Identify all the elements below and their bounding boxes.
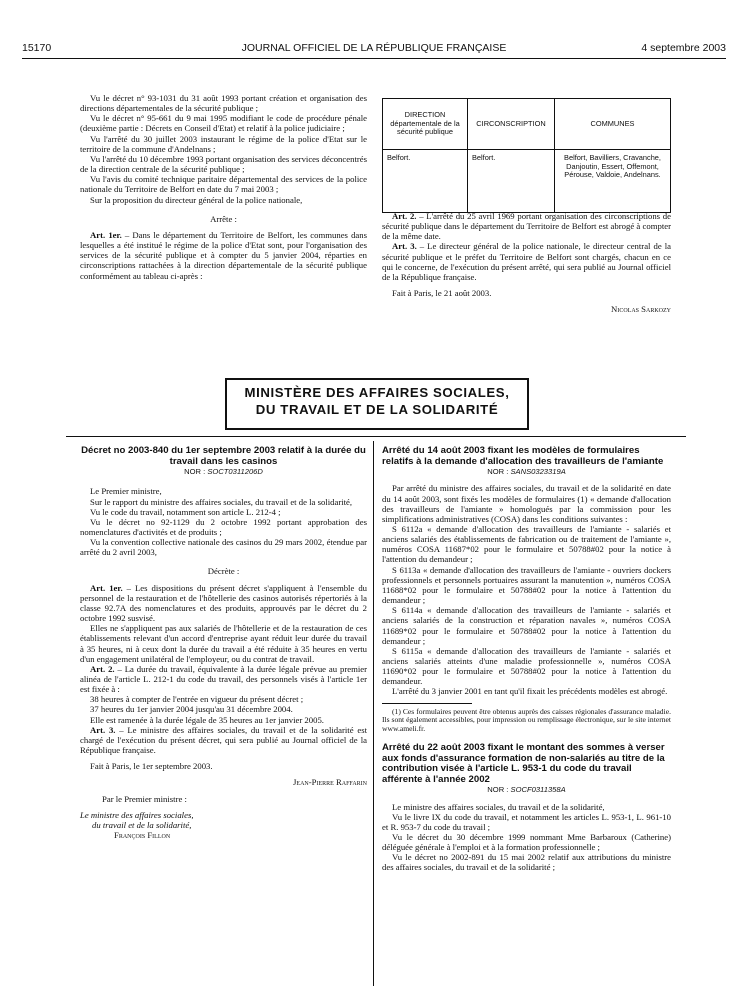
visa-paragraph: Le Premier ministre, [90,486,162,497]
article-text: – L'arrêté du 25 avril 1969 portant organisation des circonscriptions de sécurité publique dans le département du Territoire de Belfort est abrogé à compter de la même date. [382,211,671,242]
minister-signature: François Fillon [114,830,171,841]
arretes-column [382,446,671,873]
article-3-paragraph [382,241,671,282]
decrete-label: Décrète : [207,566,240,577]
by-prime-minister: Par le Premier ministre : [102,793,187,804]
running-header [22,42,726,58]
nor-reference [382,467,671,477]
body-paragraph: Par arrêté du ministre des affaires sociales, du travail et de la solidarité en date du 14 août 2003, sont fixés les modèles de formulaires (1) « demande d'allocation des travailleurs de l'amiante » homologués par la commission pour les simplifications administratives (COSA) dans les conditions suivantes : [382,483,671,524]
visa-paragraph: Vu le décret no 2002-891 du 15 mai 2002 relatif aux attributions du ministre des affaires sociales, du travail et de la solidarité ; [382,852,671,873]
nor-code: SOCF0311358A [510,785,566,795]
article-1-paragraph [80,583,367,624]
decret-column [80,446,367,840]
article-2-paragraph [382,211,671,241]
nor-reference [80,467,367,477]
arrete-1-title: Arrêté du 14 août 2003 fixant les modèles de formulaires relatifs à la demande d'allocation des travailleurs de l'amiante [382,445,664,467]
footnote-rule [382,703,472,704]
body-paragraph: S 6113a « demande d'allocation des travailleurs de l'amiante - ouvriers dockers professionnels et personnels portuaires assurant la manutention », numéros COSA 11688*02 pour le formulaire et 50788#02 pour la notice à l'attention du demandeur ; [382,564,671,606]
list-item: 38 heures à compter de l'entrée en vigueur du présent décret ; [90,694,304,705]
body-paragraph: S 6115a « demande d'allocation des travailleurs de l'amiante - salariés et anciens salariés atteints d'une maladie professionnelle », numéros COSA 11690*02 pour le formulaire et 50788#02 pour la notice à l'attention du demandeur. [382,645,671,687]
visa-paragraph: Vu le livre IX du code du travail, et notamment les articles L. 953-1, L. 961-10 et R. 953-7 du code du travail ; [382,811,671,832]
table-header-cell: CIRCONSCRIPTION [468,99,555,150]
signature: Jean-Pierre Raffarin [293,777,367,788]
minister-title: du travail et de la solidarité, [92,819,192,830]
article-1-paragraph [80,230,367,281]
prev-decree-right-column [382,211,671,314]
article-text: – Le ministre des affaires sociales, du travail et de la solidarité est chargé de l'exécution du présent décret, qui sera publié au Journal officiel de la République française. [80,724,367,756]
visa-paragraph: Vu l'arrêté du 10 décembre 1993 portant organisation des services déconcentrés de la direction centrale de la sécurité publique ; [80,153,367,175]
done-at-paris: Fait à Paris, le 21 août 2003. [392,288,492,299]
visa-paragraph: Sur le rapport du ministre des affaires sociales, du travail et de la solidarité, [90,496,353,507]
arrete-2-title: Arrêté du 22 août 2003 fixant le montant des sommes à verser aux fonds d'assurance formation de non-salariés au titre de la contribution visée à l'article L. 953-1 du code du travail afférente à l'année 2002 [382,742,665,785]
table-header-cell: COMMUNES [555,99,671,150]
table-row [383,150,671,213]
page-number: 15170 [22,42,52,54]
visa-paragraph: Vu l'arrêté du 30 juillet 2003 instaurant le régime de la police d'Etat sur le territoire de la commune d'Andelnans ; [80,133,367,154]
article-text: – Dans le département du Territoire de Belfort, les communes dans lesquelles a été institué le régime de la police d'Etat sont, pour l'organisation des services de la sécurité publique et à compter du 5 janvier 2004, réparties en circonscriptions rattachées à la direction départementale de la sécurité publique conformément au tableau ci-après : [80,229,367,281]
footnote: (1) Ces formulaires peuvent être obtenus auprès des caisses régionales d'assurance maladie. Ils sont également accessibles, pour impression ou remplissage électronique, sur le site internet www.ameli.fr. [382,706,671,734]
article-label: Art. 1er. [90,582,123,593]
signature: Nicolas Sarkozy [611,304,671,315]
article-paragraph: Elles ne s'appliquent pas aux salariés de l'hôtellerie et de la restauration de ces établissements relevant d'un accord d'entreprise ayant réduit leur durée du travail à 35 heures, ni à ceux dont la durée du travail a été réduite à 35 heures en vertu d'un engagement unilatéral de l'employeur, ou du contrat de travail. [80,623,367,664]
article-text: – Les dispositions du présent décret s'appliquent à l'ensemble du personnel de la restauration et de l'hôtellerie des casinos autorisés répertoriés à la classe 92.7A des nomenclatures et des produits, approuvés par le décret du 2 octobre 1992 susvisé. [80,582,368,624]
list-item: 37 heures du 1er janvier 2004 jusqu'au 31 décembre 2004. [90,704,293,715]
table-header-cell: DIRECTION départementale de la sécurité publique [383,99,468,150]
prev-decree-left-column [80,93,367,281]
table-cell: Belfort. [383,150,468,213]
minister-title: Le ministre des affaires sociales, [80,809,194,820]
visa-paragraph: Vu le décret du 30 décembre 1999 nommant Mme Barbaroux (Catherine) déléguée générale à l'emploi et à la formation professionnelle ; [382,832,671,853]
ministry-line: MINISTÈRE DES AFFAIRES SOCIALES, [244,385,510,400]
visa-paragraph: Le ministre des affaires sociales, du travail et de la solidarité, [392,801,605,812]
body-paragraph: S 6112a « demande d'allocation des travailleurs de l'amiante - salariés et anciens salariés des établissements de fabrication ou de traitement de l'amiante », numéros COSA 11687*02 pour le formulaire et 50788#02 pour la notice à l'attention du demandeur ; [382,523,671,565]
done-at-paris: Fait à Paris, le 1er septembre 2003. [90,761,213,772]
column-divider [373,441,374,986]
article-2-paragraph [80,664,367,694]
article-label: Art. 3. [90,724,116,735]
body-paragraph: L'arrêté du 3 janvier 2001 en tant qu'il fixait les précédents modèles est abrogé. [392,686,668,697]
nor-label: NOR : [487,467,511,477]
section-rule [66,436,686,437]
arrete-label: Arrête : [210,213,237,224]
nor-label: NOR : [487,785,511,795]
ministry-line: DU TRAVAIL ET DE LA SOLIDARITÉ [255,402,499,417]
table-cell: Belfort. [468,150,555,213]
article-label: Art. 3. [392,241,417,252]
article-text: – Le directeur général de la police nationale, le directeur central de la sécurité publique et le préfet du Territoire de Belfort sont chargés, chacun en ce qui le concerne, de l'exécution du présent arrêté, qui sera publié au Journal officiel de la République française. [382,241,671,282]
circonscription-table [382,98,671,213]
journal-title: JOURNAL OFFICIEL DE LA RÉPUBLIQUE FRANÇAISE [241,42,507,54]
table-cell: Belfort, Bavilliers, Cravanche, Danjoutin, Essert, Offemont, Pérouse, Valdoie, Andelnans. [555,150,671,213]
visa-paragraph: Vu le décret n° 95-661 du 9 mai 1995 modifiant le code de procédure pénale (deuxième partie : Décrets en Conseil d'Etat) et relatif à la police judiciaire ; [80,113,367,134]
visa-paragraph: Vu le décret no 92-1129 du 2 octobre 1992 portant approbation des nomenclatures d'activités et de produits ; [80,516,367,537]
visa-paragraph: Sur la proposition du directeur général de la police nationale, [90,194,303,205]
list-item: Elle est ramenée à la durée légale de 35 heures au 1er janvier 2005. [90,714,324,725]
header-rule [22,58,726,59]
nor-reference [382,785,671,795]
decret-title: Décret no 2003-840 du 1er septembre 2003 relatif à la durée du travail dans les casinos [81,445,366,467]
article-label: Art. 2. [392,211,417,221]
nor-code: SANS0323319A [510,467,566,477]
article-3-paragraph [80,725,367,755]
ministry-banner [225,378,529,430]
body-paragraph: S 6114a « demande d'allocation des travailleurs de l'amiante - salariés et anciens salariés de la construction et réparation navales », numéros COSA 11689*02 pour le formulaire et 50788#02 pour la notice à l'attention du demandeur ; [382,605,671,646]
visa-paragraph: Vu le décret n° 93-1031 du 31 août 1993 portant création et organisation des directions départementales de la sécurité publique ; [80,93,367,114]
nor-label: NOR : [184,467,208,477]
visa-paragraph: Vu l'avis du comité technique paritaire départemental des services de la police nationale du Territoire de Belfort en date du 7 mai 2003 ; [80,174,367,195]
issue-date: 4 septembre 2003 [641,42,726,54]
visa-paragraph: Vu le code du travail, notamment son article L. 212-4 ; [90,506,281,517]
article-label: Art. 1er. [90,229,122,240]
article-label: Art. 2. [90,663,115,674]
table-header-row [383,99,671,150]
article-text: – La durée du travail, équivalente à la durée légale prévue au premier alinéa de l'article L. 212-1 du code du travail, des personnels visés à l'article 1er est fixée à : [80,663,367,695]
visa-paragraph: Vu la convention collective nationale des casinos du 29 mars 2002, étendue par arrêté du 2 avril 2003, [80,537,367,558]
nor-code: SOCT0311206D [207,467,263,477]
